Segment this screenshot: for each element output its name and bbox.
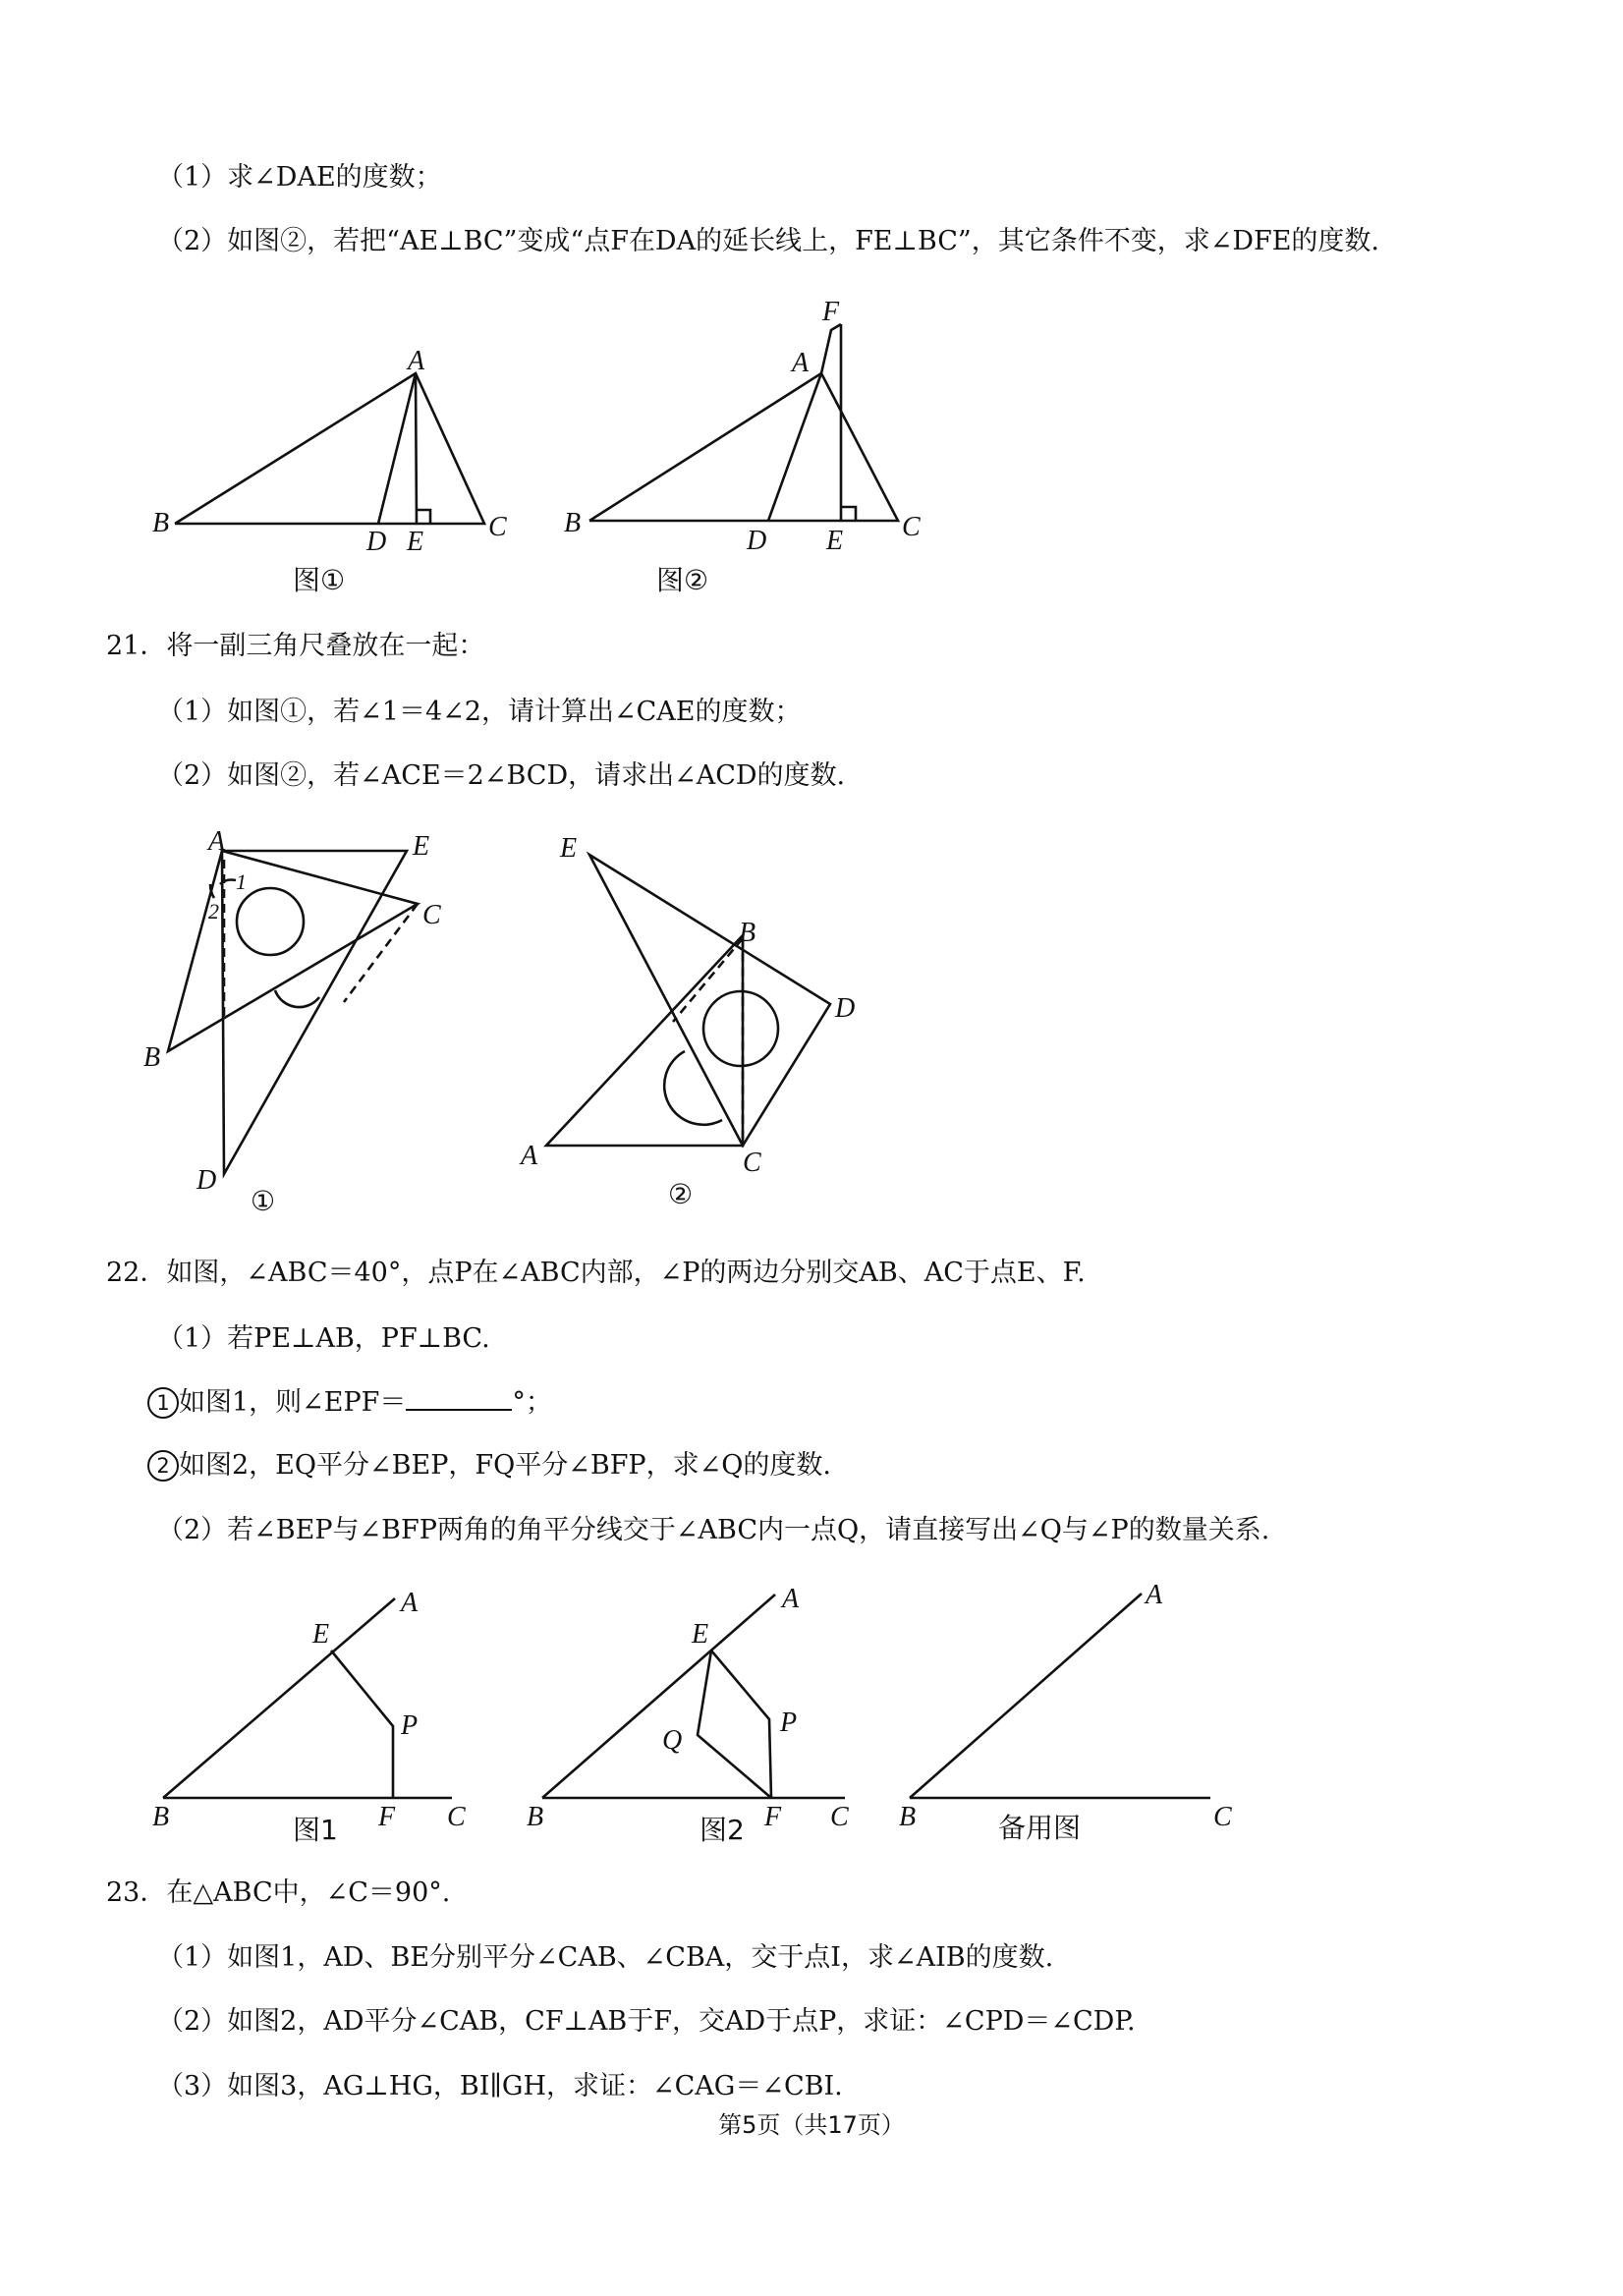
fig1-caption: 图1 bbox=[293, 1814, 338, 1846]
q23-part3: （3）如图3，AG⊥HG，BI∥GH，求证：∠CAG＝∠CBI. bbox=[157, 2071, 843, 2101]
q23-part1: （1）如图1，AD、BE分别平分∠CAB、∠CBA，交于点I，求∠AIB的度数. bbox=[157, 1942, 1054, 1973]
q20-figure-2 bbox=[560, 290, 933, 604]
q22-part1: （1）若PE⊥AB，PF⊥BC. bbox=[157, 1323, 490, 1354]
label-B: B bbox=[527, 1802, 544, 1832]
fig2-caption: 图② bbox=[656, 564, 709, 596]
q20-part1: （1）求∠DAE的度数； bbox=[157, 162, 442, 193]
page-footer: 第5页（共17页） bbox=[718, 2111, 905, 2139]
q22-part2: （2）若∠BEP与∠BFP两角的角平分线交于∠ABC内一点Q，请直接写出∠Q与∠P的数量关系. bbox=[157, 1515, 1270, 1545]
q22-sub1: 1 如图1，则∠EPF＝ °； bbox=[147, 1385, 552, 1420]
label-F: F bbox=[378, 1802, 396, 1832]
label-B: B bbox=[143, 1042, 161, 1073]
q22-title: 22．如图，∠ABC＝40°，点P在∠ABC内部，∠P的两边分别交AB、AC于点E、F. bbox=[106, 1258, 1086, 1288]
label-A: A bbox=[401, 1588, 419, 1618]
fig2-caption: ② bbox=[668, 1178, 694, 1210]
label-E: E bbox=[560, 833, 578, 864]
circle-number-1: 1 bbox=[147, 1387, 179, 1419]
label-E: E bbox=[413, 831, 430, 862]
circle-number-2: 2 bbox=[147, 1450, 179, 1482]
label-F: F bbox=[822, 297, 840, 327]
label-B: B bbox=[739, 918, 756, 948]
label-E: E bbox=[312, 1619, 330, 1650]
label-C: C bbox=[830, 1802, 849, 1832]
q21-title: 21．将一副三角尺叠放在一起： bbox=[106, 631, 485, 661]
label-B: B bbox=[152, 508, 170, 538]
q22-figure-spare bbox=[884, 1572, 1258, 1857]
label-C: C bbox=[1213, 1802, 1232, 1832]
q21-figure-2 bbox=[511, 825, 884, 1218]
fig3-caption: 备用图 bbox=[998, 1812, 1082, 1844]
label-F: F bbox=[764, 1802, 782, 1832]
label-E: E bbox=[692, 1619, 709, 1650]
label-A: A bbox=[1146, 1580, 1163, 1610]
label-B: B bbox=[152, 1802, 170, 1832]
label-D: D bbox=[835, 993, 856, 1024]
label-B: B bbox=[564, 508, 582, 538]
label-D: D bbox=[366, 527, 387, 557]
label-C: C bbox=[902, 512, 921, 542]
q20-part2: （2）如图②，若把“AE⊥BC”变成“点F在DA的延长线上，FE⊥BC”，其它条件不变，求∠DFE的度数. bbox=[157, 226, 1380, 256]
label-B: B bbox=[899, 1802, 917, 1832]
label-A: A bbox=[408, 346, 425, 376]
fig1-caption: 图① bbox=[293, 564, 346, 596]
fig1-caption: ① bbox=[251, 1185, 276, 1217]
q21-part2: （2）如图②，若∠ACE＝2∠BCD，请求出∠ACD的度数. bbox=[157, 760, 846, 791]
label-Q: Q bbox=[662, 1725, 683, 1756]
label-C: C bbox=[422, 900, 441, 930]
label-D: D bbox=[747, 526, 767, 556]
label-A: A bbox=[208, 826, 226, 857]
angle-2-label: 2 bbox=[208, 899, 219, 924]
label-C: C bbox=[488, 512, 507, 542]
q21-figure-1 bbox=[138, 825, 491, 1218]
label-P: P bbox=[780, 1708, 798, 1738]
answer-blank[interactable] bbox=[406, 1385, 512, 1411]
label-P: P bbox=[401, 1710, 419, 1741]
q22-figure-2 bbox=[521, 1572, 874, 1857]
q20-figure-1 bbox=[147, 334, 521, 609]
angle-1-label: 1 bbox=[236, 869, 247, 894]
label-C: C bbox=[743, 1148, 761, 1178]
q22-figure-1 bbox=[147, 1572, 481, 1857]
label-A: A bbox=[521, 1141, 538, 1171]
label-A: A bbox=[782, 1584, 800, 1614]
q23-title: 23．在△ABC中，∠C＝90°. bbox=[106, 1877, 451, 1908]
label-E: E bbox=[826, 526, 844, 556]
label-D: D bbox=[196, 1165, 217, 1196]
fig2-caption: 图2 bbox=[700, 1814, 745, 1846]
q21-part1: （1）如图①，若∠1＝4∠2，请计算出∠CAE的度数； bbox=[157, 697, 802, 727]
q22-sub2: 2 如图2，EQ平分∠BEP，FQ平分∠BFP，求∠Q的度数. bbox=[147, 1449, 831, 1483]
label-C: C bbox=[447, 1802, 466, 1832]
label-E: E bbox=[407, 527, 424, 557]
q23-part2: （2）如图2，AD平分∠CAB，CF⊥AB于F，交AD于点P，求证：∠CPD＝∠CDP. bbox=[157, 2006, 1136, 2037]
label-A: A bbox=[792, 348, 810, 378]
